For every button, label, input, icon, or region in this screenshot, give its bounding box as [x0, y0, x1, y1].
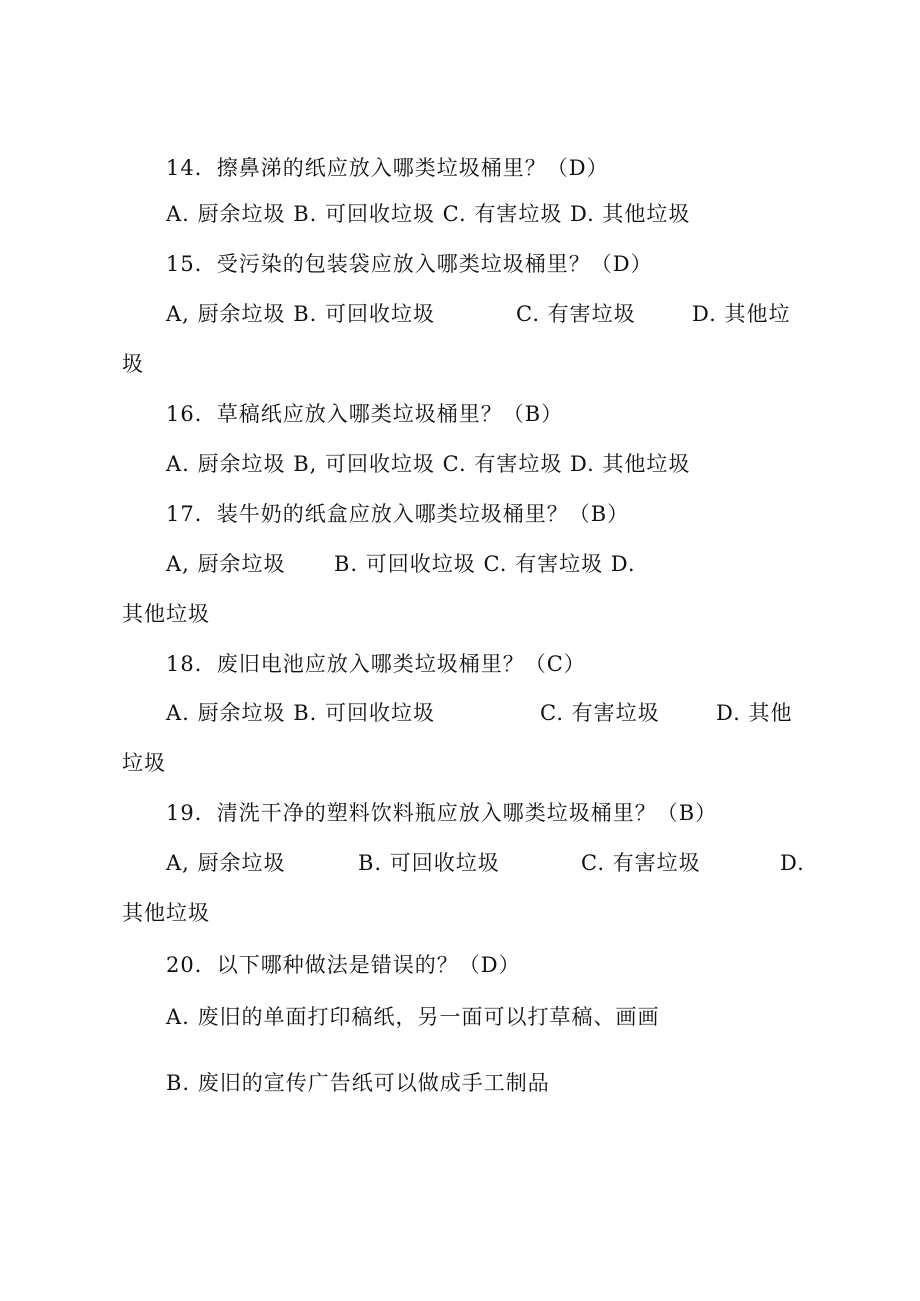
question-text: ．废旧电池应放入哪类垃圾桶里？（C） — [194, 652, 586, 676]
question-19-option-a: A, 厨余垃圾 — [166, 851, 286, 875]
question-18-option-ab: A. 厨余垃圾 B. 可回收垃圾 — [166, 701, 435, 725]
question-number: 15 — [166, 252, 195, 276]
question-16 — [166, 400, 563, 428]
question-18 — [166, 650, 586, 678]
question-15 — [166, 250, 653, 278]
question-19-option-b: B. 可回收垃圾 — [358, 851, 500, 875]
question-number: 17 — [166, 502, 195, 526]
question-17-option-bcd: B. 可回收垃圾 C. 有害垃圾 D. — [334, 552, 636, 576]
question-18-option-c: C. 有害垃圾 — [540, 701, 660, 725]
question-text: ．清洗干净的塑料饮料瓶应放入哪类垃圾桶里？（B） — [194, 801, 718, 825]
question-17-option-a: A, 厨余垃圾 — [166, 552, 286, 576]
question-15-option-c: C. 有害垃圾 — [516, 302, 636, 326]
question-text: ．草稿纸应放入哪类垃圾桶里？（B） — [194, 402, 564, 426]
question-14 — [166, 154, 609, 182]
question-20-option-a: A. 废旧的单面打印稿纸，另一面可以打草稿、画画 — [166, 1005, 660, 1029]
question-15-wrap: 圾 — [122, 352, 144, 376]
question-text: ．擦鼻涕的纸应放入哪类垃圾桶里？（D） — [194, 156, 609, 180]
question-19 — [166, 799, 717, 827]
question-18-wrap: 垃圾 — [122, 751, 166, 775]
question-number: 20 — [166, 953, 195, 977]
question-text: ．装牛奶的纸盒应放入哪类垃圾桶里？（B） — [194, 502, 630, 526]
question-15-option-ab: A, 厨余垃圾 B. 可回收垃圾 — [166, 302, 435, 326]
question-15-option-d: D. 其他垃 — [692, 302, 791, 326]
question-20-option-b: B. 废旧的宣传广告纸可以做成手工制品 — [166, 1071, 550, 1095]
question-text: ．受污染的包装袋应放入哪类垃圾桶里？（D） — [194, 252, 653, 276]
question-number: 19 — [166, 801, 195, 825]
question-18-option-d: D. 其他 — [716, 701, 793, 725]
question-number: 18 — [166, 652, 195, 676]
question-17-wrap: 其他垃圾 — [122, 602, 210, 626]
question-16-options: A. 厨余垃圾 B, 可回收垃圾 C. 有害垃圾 D. 其他垃圾 — [166, 452, 691, 476]
question-19-wrap: 其他垃圾 — [122, 901, 210, 925]
question-20 — [166, 951, 521, 979]
question-19-option-d: D. — [780, 851, 805, 875]
question-17 — [166, 500, 629, 528]
question-number: 16 — [166, 402, 195, 426]
question-14-options: A. 厨余垃圾 B. 可回收垃圾 C. 有害垃圾 D. 其他垃圾 — [166, 202, 691, 226]
question-text: ．以下哪种做法是错误的？（D） — [194, 953, 521, 977]
question-number: 14 — [166, 156, 195, 180]
question-19-option-c: C. 有害垃圾 — [581, 851, 701, 875]
